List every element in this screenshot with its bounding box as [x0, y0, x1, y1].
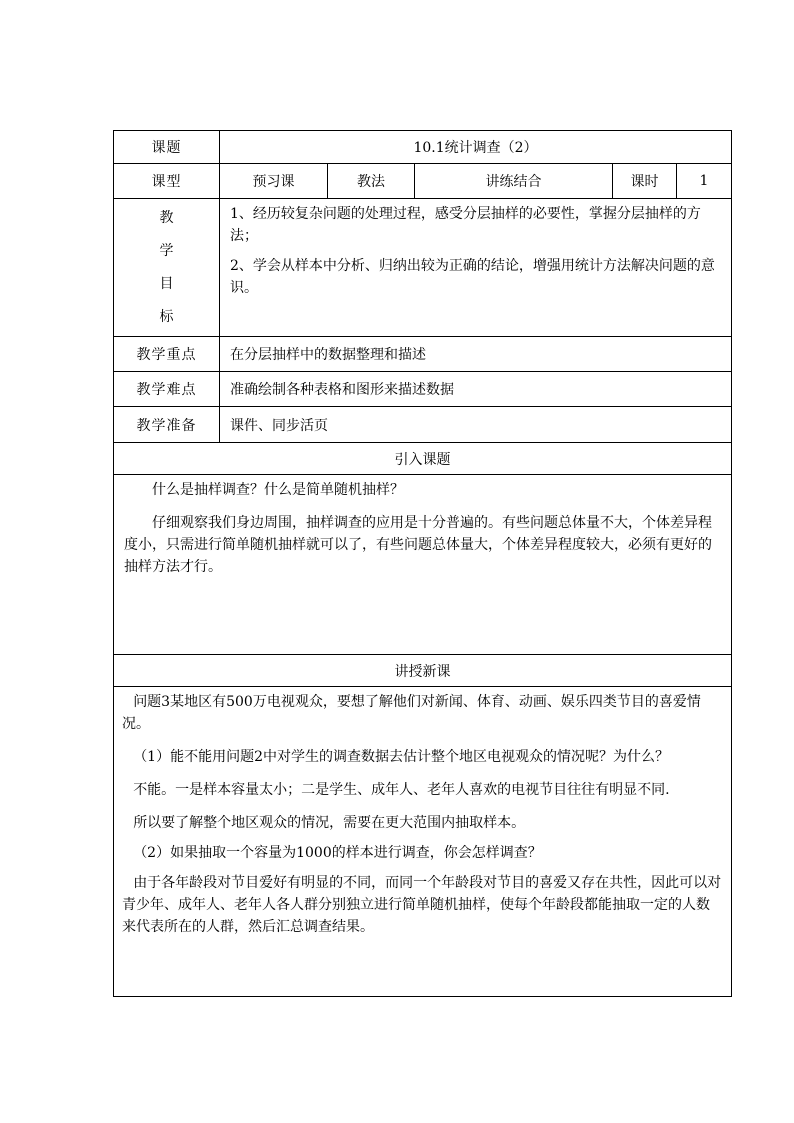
period-value: 1: [677, 164, 732, 199]
lesson-plan-table: [113, 130, 732, 997]
preparation-label: 教学准备: [114, 407, 220, 443]
goal-item: 1、经历较复杂问题的处理过程，感受分层抽样的必要性，掌握分层抽样的方法；: [230, 206, 701, 244]
period-label: 课时: [613, 164, 677, 199]
goals-content: [220, 199, 732, 337]
key-point-value: 在分层抽样中的数据整理和描述: [220, 337, 732, 372]
type-value: 预习课: [220, 164, 328, 199]
lesson-paragraph: 由于各年龄段对节目爱好有明显的不同，而同一个年龄段对节目的喜爱又存在共性，因此可以对青少年、成年人、老年人各人群分别独立进行简单随机抽样，使每个年龄段都能抽取一定的人数来代表所在的人群，然后汇总调查结果。: [122, 875, 722, 935]
type-row: [114, 164, 732, 199]
goals-label-char: 教: [159, 209, 174, 226]
topic-value: 10.1统计调查（2）: [220, 131, 732, 164]
lesson-paragraph: 问题3某地区有500万电视观众，要想了解他们对新闻、体育、动画、娱乐四类节目的喜爱情况。: [122, 694, 701, 732]
intro-paragraph: 仔细观察我们身边周围，抽样调查的应用是十分普遍的。有些问题总体量不大，个体差异程度小，只需进行简单随机抽样就可以了，有些问题总体量大，个体差异程度较大，必须有更好的抽样方法才行。: [124, 515, 712, 575]
preparation-value: 课件、同步活页: [220, 407, 732, 443]
new-lesson-content: [114, 687, 732, 997]
lesson-paragraph: 所以要了解整个地区观众的情况，需要在更大范围内抽取样本。: [133, 815, 526, 831]
goals-label-char: 目: [159, 275, 174, 292]
new-lesson-title-row: [114, 655, 732, 687]
difficulty-row: [114, 372, 732, 407]
intro-title: 引入课题: [114, 443, 732, 475]
goals-label-char: 学: [159, 242, 174, 259]
key-point-row: [114, 337, 732, 372]
topic-row: [114, 131, 732, 164]
intro-content: [114, 475, 732, 655]
method-label: 教法: [328, 164, 415, 199]
lesson-paragraph: （2）如果抽取一个容量为1000的样本进行调查，你会怎样调查？: [133, 845, 542, 861]
lesson-paragraph: （1）能不能用问题2中对学生的调查数据去估计整个地区电视观众的情况呢？为什么？: [133, 749, 669, 765]
goals-row: [114, 199, 732, 337]
difficulty-value: 准确绘制各种表格和图形来描述数据: [220, 372, 732, 407]
lesson-paragraph: 不能。一是样本容量太小；二是学生、成年人、老年人喜欢的电视节目往往有明显不同.: [133, 782, 670, 798]
goals-label: [114, 199, 220, 337]
preparation-row: [114, 407, 732, 443]
key-point-label: 教学重点: [114, 337, 220, 372]
new-lesson-body-row: [114, 687, 732, 997]
intro-paragraph: 什么是抽样调查？什么是简单随机抽样？: [152, 482, 404, 498]
new-lesson-title: 讲授新课: [114, 655, 732, 687]
intro-title-row: [114, 443, 732, 475]
difficulty-label: 教学难点: [114, 372, 220, 407]
goals-label-char: 标: [159, 308, 174, 325]
goal-item: 2、学会从样本中分析、归纳出较为正确的结论，增强用统计方法解决问题的意识。: [230, 258, 715, 296]
method-value: 讲练结合: [415, 164, 613, 199]
intro-body-row: [114, 475, 732, 655]
type-label: 课型: [114, 164, 220, 199]
topic-label: 课题: [114, 131, 220, 164]
